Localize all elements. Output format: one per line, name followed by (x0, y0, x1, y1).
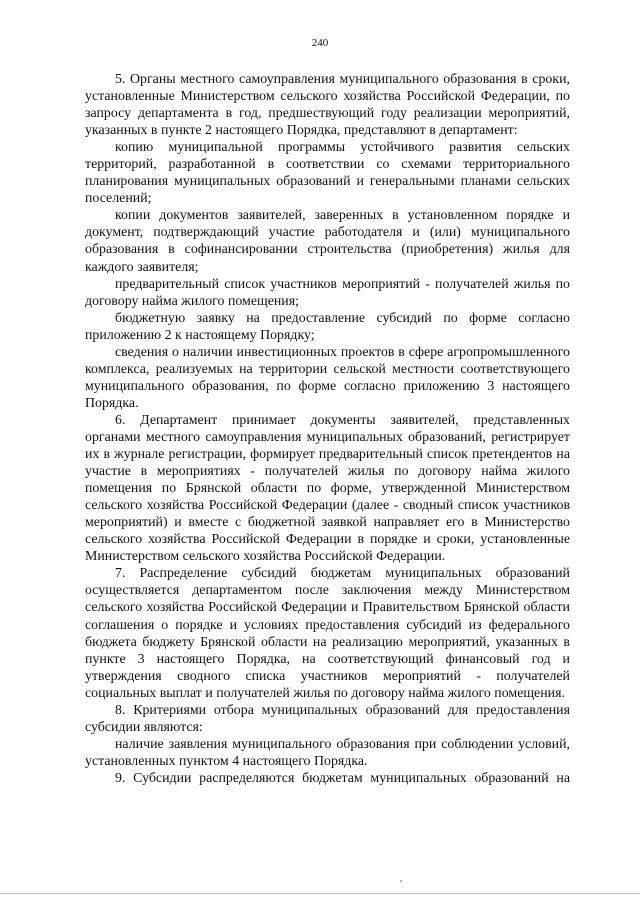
scan-speck (400, 880, 402, 882)
paragraph-applicant-documents: копии документов заявителей, заверенных в установленном порядке и документ, подтверждающий участие работодателя и (или) муниципального образования в софинансировании строительства (приобретения) жилья для каждого заявителя; (85, 208, 570, 275)
paragraph-preliminary-list: предварительный список участников мероприятий - получателей жилья по договору найма жилого помещения; (85, 276, 570, 309)
paragraph-8-criterion: наличие заявления муниципального образования при соблюдении условий, установленных пунктом 4 настоящего Порядка. (85, 736, 570, 769)
paragraph-8: 8. Критериями отбора муниципальных образований для предоставления субсидии являются: (85, 702, 570, 735)
document-body (85, 71, 570, 787)
page-number: 240 (311, 37, 329, 49)
page-bottom-edge (0, 893, 640, 894)
paragraph-6: 6. Департамент принимает документы заявителей, представленных органами местного самоуправления муниципальных образований, регистрирует их в журнале регистрации, формирует предварительный список претендентов на участие в мероприятиях - получателей жилья по договору найма жилого помещения по Брянской области по форме, утвержденной Министерством сельского хозяйства Российской Федерации (далее - сводный список участников мероприятий) и вместе с бюджетной заявкой направляет его в Министерство сельского хозяйства Российской Федерации в порядке и сроки, установленные Министерством сельского хозяйства Российской Федерации. (85, 412, 570, 565)
paragraph-9: 9. Субсидии распределяются бюджетам муниципальных образований на (115, 770, 570, 786)
paragraph-investment-projects: сведения о наличии инвестиционных проектов в сфере агропромышленного комплекса, реализуемых на территории сельской местности соответствующего муниципального образования, по форме согласно приложению 3 настоящего Порядка. (85, 344, 570, 411)
paragraph-municipal-program: копию муниципальной программы устойчивого развития сельских территорий, разработанной в соответствии со схемами территориального планирования муниципальных образований и генеральными планами сельских поселений; (85, 140, 570, 207)
paragraph-5-intro: 5. Органы местного самоуправления муниципального образования в сроки, установленные Министерством сельского хозяйства Российской Федерации, по запросу департамента в год, предшествующий году реализации мероприятий, указанных в пункте 2 настоящего Порядка, представляют в департамент: (85, 72, 570, 139)
paragraph-budget-request: бюджетную заявку на предоставление субсидий по форме согласно приложению 2 к настоящему Порядку; (85, 310, 570, 343)
paragraph-7: 7. Распределение субсидий бюджетам муниципальных образований осуществляется департаментом после заключения между Министерством сельского хозяйства Российской Федерации и Правительством Брянской области соглашения о порядке и условиях предоставления субсидий из федерального бюджета бюджету Брянской области на реализацию мероприятий, указанных в пункте 3 настоящего Порядка, на соответствующий финансовый год и утверждения сводного списка участников мероприятий - получателей социальных выплат и получателей жилья по договору найма жилого помещения. (85, 566, 570, 701)
